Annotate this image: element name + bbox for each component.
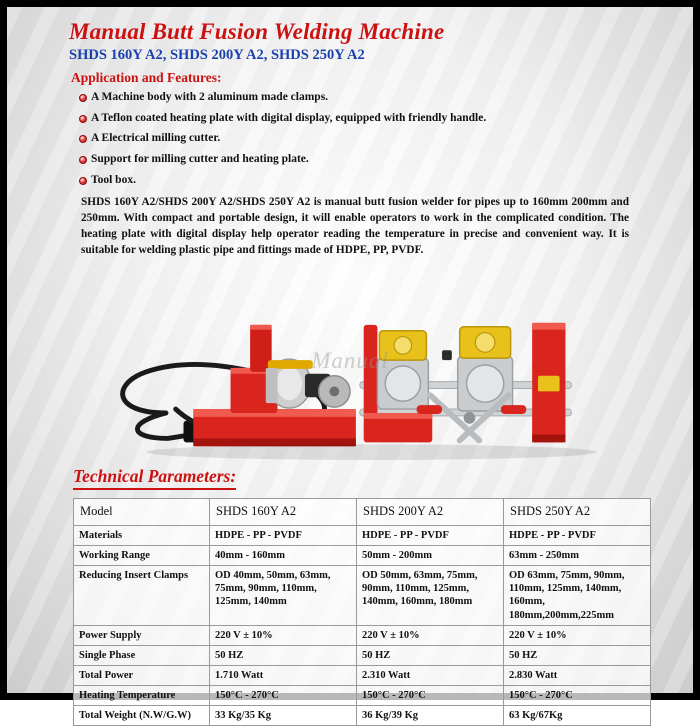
row-value: 150°C - 270°C [210,686,357,706]
table-header-cell: SHDS 250Y A2 [504,499,651,526]
table-header-cell: Model [74,499,210,526]
row-label: Total Power [74,665,210,685]
row-value: 1.710 Watt [210,665,357,685]
table-row [74,665,651,685]
list-item [79,91,681,104]
bullet-icon [79,177,87,185]
row-value: HDPE - PP - PVDF [210,525,357,545]
bullet-icon [79,156,87,164]
row-value: OD 50mm, 63mm, 75mm, 90mm, 110mm, 125mm, 140mm, 160mm, 180mm [357,566,504,626]
page-content [7,7,693,726]
feature-text: Tool box. [91,173,136,186]
row-value: HDPE - PP - PVDF [357,525,504,545]
feature-text: A Machine body with 2 aluminum made clamps. [91,91,329,103]
product-description: SHDS 160Y A2/SHDS 200Y A2/SHDS 250Y A2 is manual butt fusion welder for pipes up to 160mm 200mm and 250mm. With compact and portable design, it will enable operators to work in the complicated condition. The heating plate with digital display help operator reading the temperature in precise and convenient way. It is suitable for welding plastic pipe and fittings made of HDPE, PP, PVDF. [81,196,629,257]
row-label: Working Range [74,546,210,566]
row-value: 50 HZ [357,645,504,665]
row-value: 220 V ± 10% [357,625,504,645]
technical-parameters-table [73,498,651,726]
row-value: 40mm - 160mm [210,546,357,566]
page-title: Manual Butt Fusion Welding Machine [69,19,445,44]
row-value: 33 Kg/35 Kg [210,706,357,726]
table-row [74,525,651,545]
list-item [79,174,681,187]
row-value: HDPE - PP - PVDF [504,525,651,545]
row-label: Total Weight (N.W/G.W) [74,706,210,726]
table-header-cell: SHDS 200Y A2 [357,499,504,526]
bullet-icon [79,115,87,123]
row-value: 50 HZ [504,645,651,665]
feature-text: Support for milling cutter and heating plate. [91,152,309,165]
table-row [74,546,651,566]
model-subtitle: SHDS 160Y A2, SHDS 200Y A2, SHDS 250Y A2 [69,47,365,63]
table-row [74,566,651,626]
technical-table-wrapper [19,498,681,726]
list-item [79,132,681,145]
row-value: OD 40mm, 50mm, 63mm, 75mm, 90mm, 110mm, 125mm, 140mm [210,566,357,626]
row-label: Heating Temperature [74,686,210,706]
table-row [74,706,651,726]
table-row [74,686,651,706]
watermark-text: Manual [311,348,389,374]
product-photo [19,264,681,464]
section-heading-features: Application and Features: [71,70,222,85]
table-header-cell: SHDS 160Y A2 [210,499,357,526]
section-heading-technical: Technical Parameters: [73,466,236,490]
row-value: 63mm - 250mm [504,546,651,566]
table-row [74,645,651,665]
row-label: Power Supply [74,625,210,645]
row-value: 63 Kg/67Kg [504,706,651,726]
row-label: Single Phase [74,645,210,665]
bullet-icon [79,94,87,102]
row-value: 2.310 Watt [357,665,504,685]
row-label: Reducing Insert Clamps [74,566,210,626]
list-item [79,153,681,166]
table-header-row [74,499,651,526]
row-value: 50 HZ [210,645,357,665]
bullet-icon [79,135,87,143]
row-value: 220 V ± 10% [504,625,651,645]
row-value: 36 Kg/39 Kg [357,706,504,726]
row-value: 150°C - 270°C [504,686,651,706]
feature-text: A Teflon coated heating plate with digital display, equipped with friendly handle. [91,111,487,124]
row-value: 2.830 Watt [504,665,651,685]
row-value: 50mm - 200mm [357,546,504,566]
row-value: 150°C - 270°C [357,686,504,706]
list-item [79,112,681,125]
feature-text: A Electrical milling cutter. [91,132,221,145]
row-value: OD 63mm, 75mm, 90mm, 110mm, 125mm, 140mm, 160mm, 180mm,200mm,225mm [504,566,651,626]
row-label: Materials [74,525,210,545]
row-value: 220 V ± 10% [210,625,357,645]
table-row [74,625,651,645]
page-background [7,7,693,722]
features-list [19,91,681,186]
